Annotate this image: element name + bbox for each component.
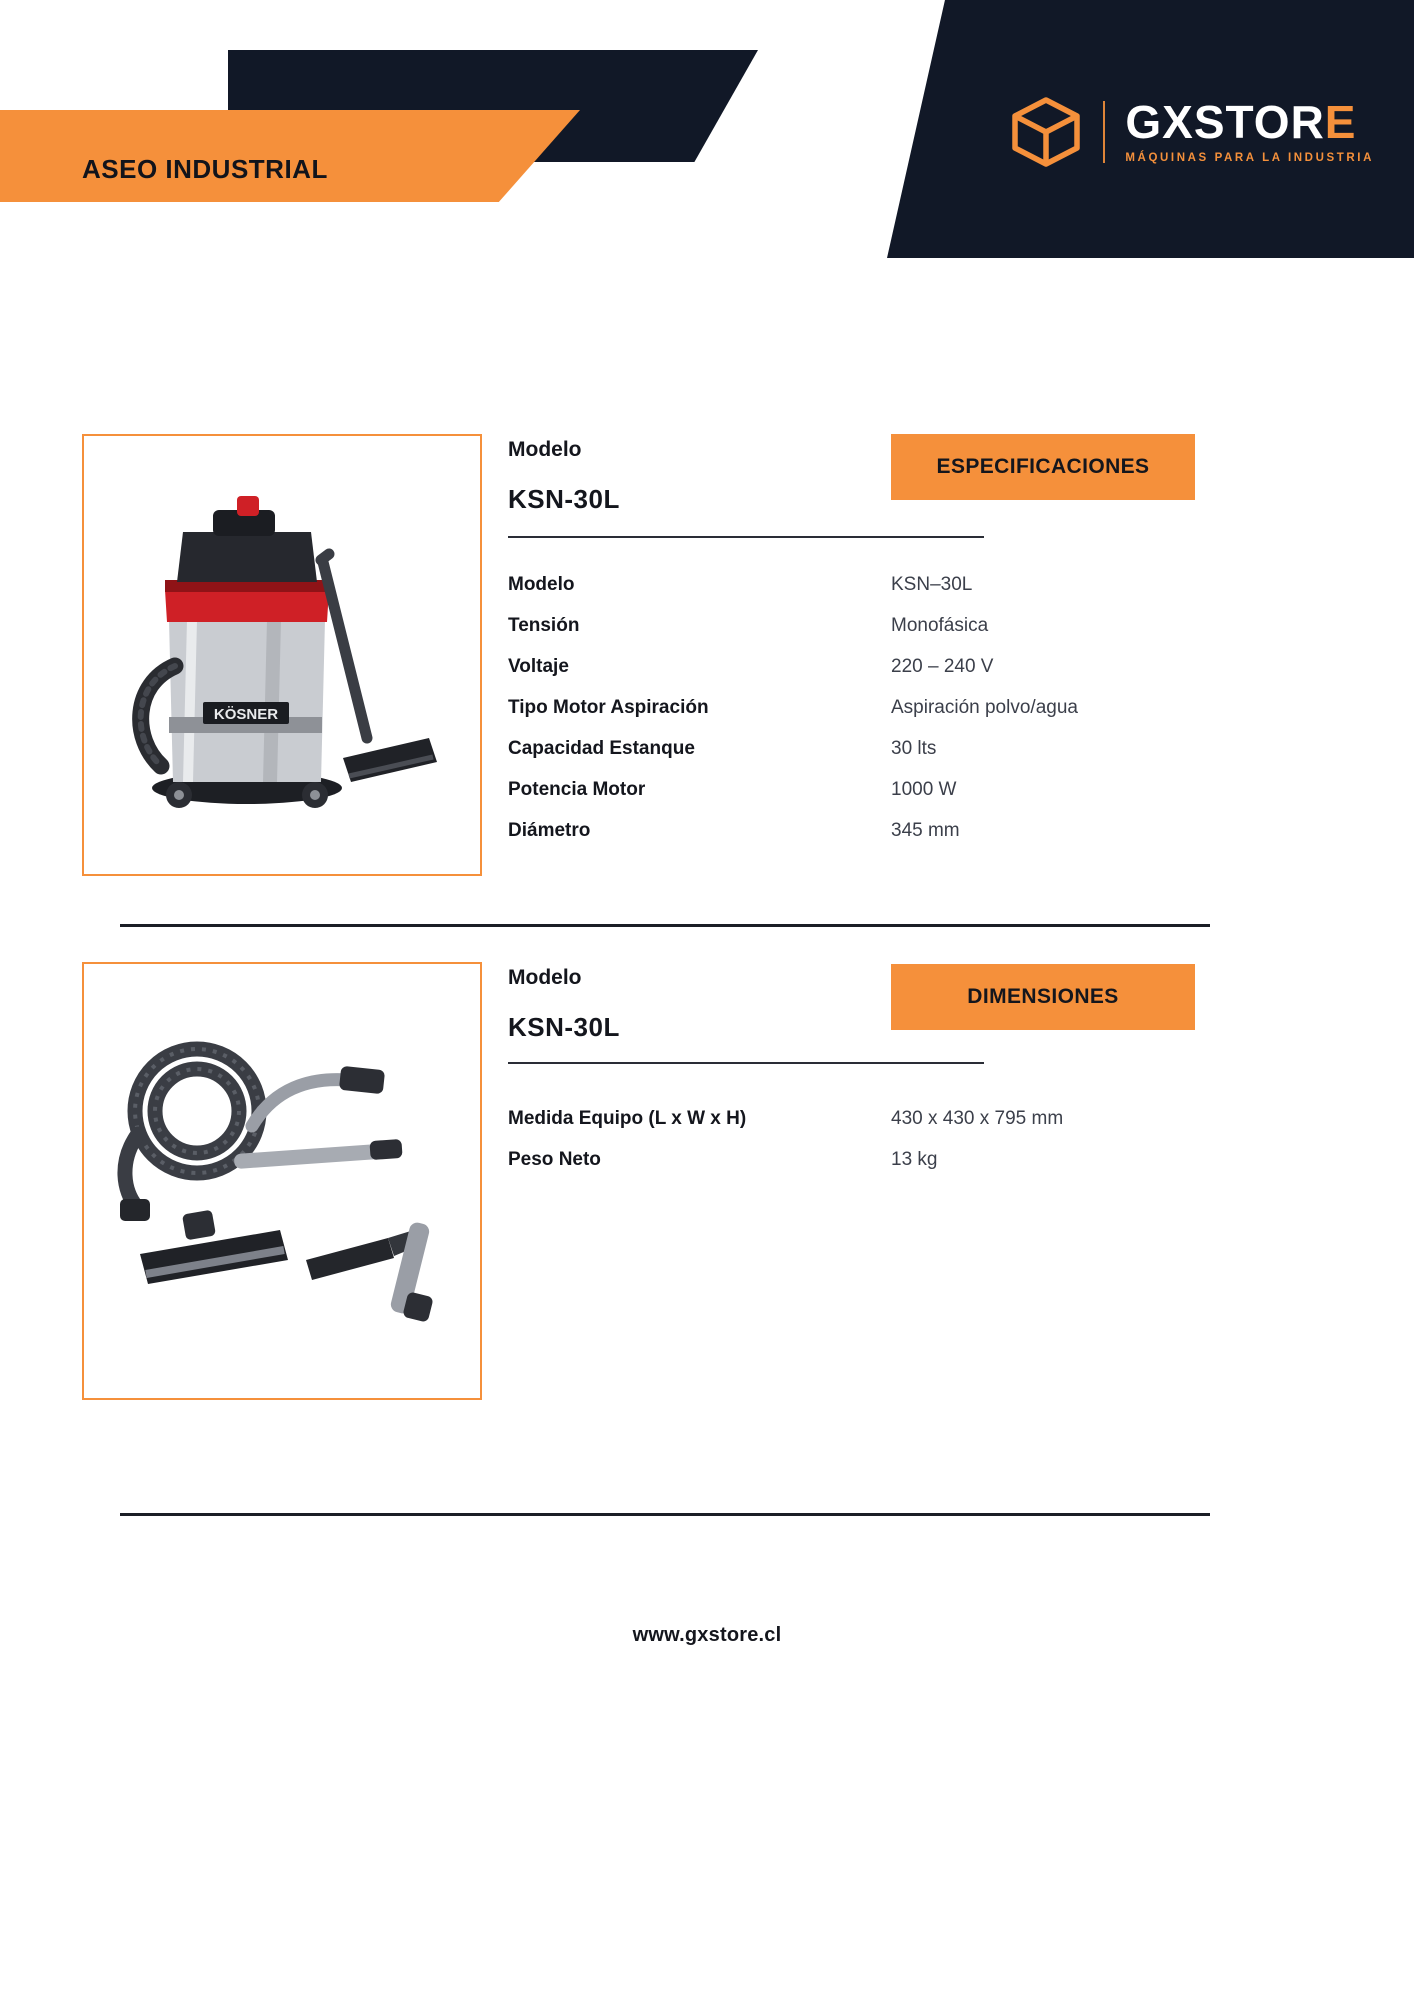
- model-block: [508, 438, 620, 515]
- spec-key: Peso Neto: [508, 1149, 601, 1170]
- spec-key: Diámetro: [508, 820, 591, 841]
- table-row: [508, 615, 1268, 656]
- section-tag-especificaciones: ESPECIFICACIONES: [891, 434, 1195, 500]
- table-row: [508, 1108, 1268, 1149]
- table-row: [508, 656, 1268, 697]
- table-row: [508, 820, 1268, 861]
- logo-tagline: MÁQUINAS PARA LA INDUSTRIA: [1125, 152, 1374, 165]
- table-row: [508, 1149, 1268, 1190]
- logo-name-accent: E: [1324, 96, 1357, 149]
- brand-logo: [1009, 95, 1374, 169]
- spec-key: Modelo: [508, 574, 575, 595]
- logo-name-main: GXSTOR: [1125, 96, 1325, 149]
- accessories-icon: [102, 1016, 462, 1346]
- spec-key: Tensión: [508, 615, 580, 636]
- logo-divider: [1103, 101, 1105, 163]
- page-title: ASEO INDUSTRIAL: [82, 154, 328, 184]
- cube-icon: [1009, 95, 1083, 169]
- table-row: [508, 697, 1268, 738]
- logo-wordmark: [1125, 96, 1374, 165]
- section-tag-dimensiones: DIMENSIONES: [891, 964, 1195, 1030]
- spec-key: Potencia Motor: [508, 779, 646, 800]
- spec-value: 30 lts: [891, 738, 937, 759]
- spec-value: KSN–30L: [891, 574, 973, 595]
- model-label: Modelo: [508, 966, 582, 989]
- spec-key: Capacidad Estanque: [508, 738, 695, 759]
- spec-key: Tipo Motor Aspiración: [508, 697, 709, 718]
- section-rule: [508, 1062, 984, 1064]
- model-value: KSN-30L: [508, 1012, 620, 1042]
- specs-table: [508, 574, 1268, 861]
- spec-value: Aspiración polvo/agua: [891, 697, 1078, 718]
- model-value: KSN-30L: [508, 484, 620, 514]
- model-label: Modelo: [508, 438, 582, 461]
- spec-value: 1000 W: [891, 779, 957, 800]
- footer-website[interactable]: www.gxstore.cl: [632, 1624, 782, 1646]
- section-divider: [120, 924, 1210, 927]
- spec-value: 430 x 430 x 795 mm: [891, 1108, 1064, 1129]
- model-block: [508, 966, 620, 1043]
- spec-key: Voltaje: [508, 656, 569, 677]
- footer-divider: [120, 1513, 1210, 1516]
- dimensions-table: [508, 1108, 1268, 1190]
- vacuum-cleaner-icon: [117, 470, 447, 840]
- table-row: [508, 738, 1268, 779]
- spec-value: 220 – 240 V: [891, 656, 994, 677]
- svg-text:KÖSNER: KÖSNER: [213, 706, 279, 723]
- accessories-image-frame: [82, 962, 482, 1400]
- spec-value: 13 kg: [891, 1149, 938, 1170]
- page-header: [0, 0, 1414, 258]
- product-image-frame: [82, 434, 482, 876]
- section-rule: [508, 536, 984, 538]
- table-row: [508, 779, 1268, 820]
- spec-key: Medida Equipo (L x W x H): [508, 1108, 747, 1129]
- table-row: [508, 574, 1268, 615]
- spec-value: 345 mm: [891, 820, 960, 841]
- spec-value: Monofásica: [891, 615, 989, 636]
